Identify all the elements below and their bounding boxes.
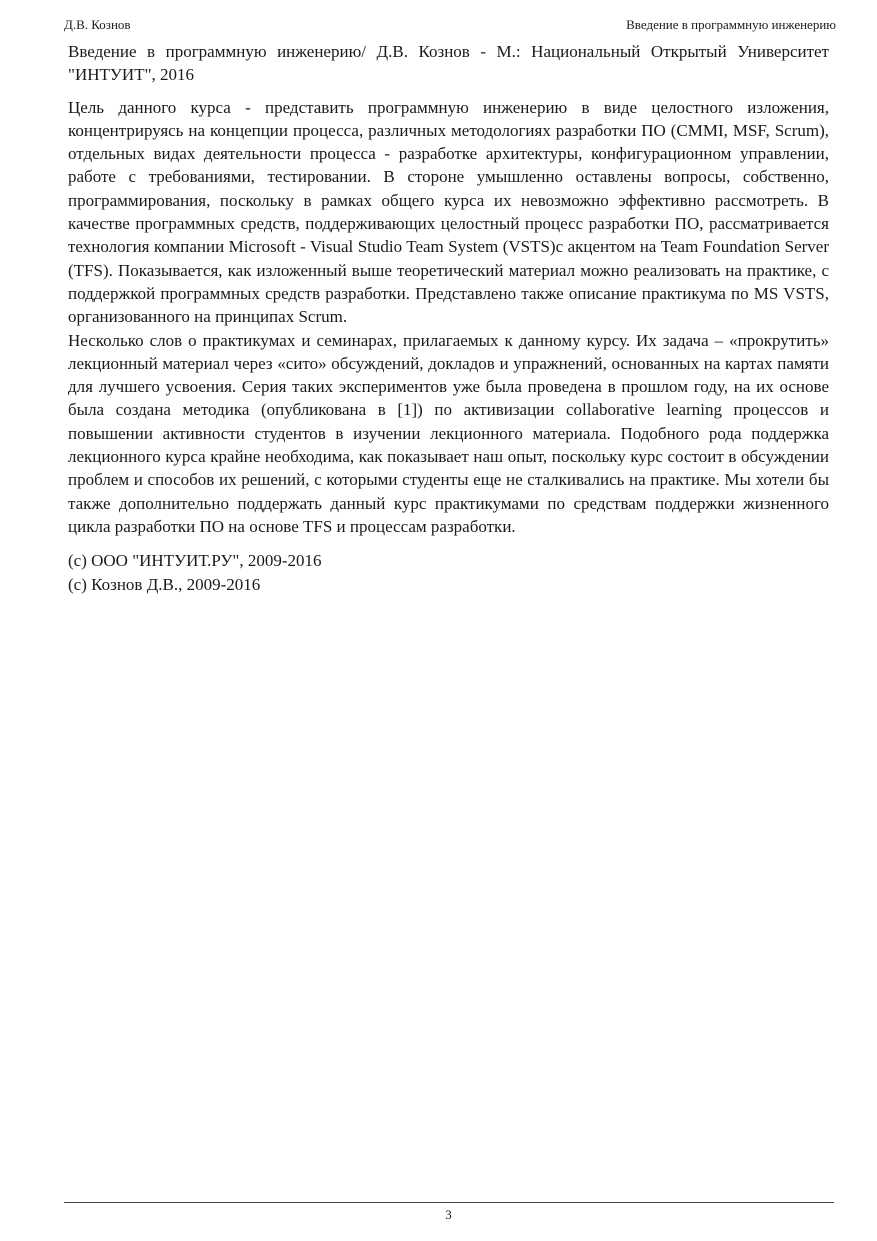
paragraph-seminars: Несколько слов о практикумах и семинарах, прилагаемых к данному курсу. Их задача – «прокрутить» лекционный материал через «сито» обсуждений, докладов и упражнений, основанных на картах памяти для лучшего усвоения. Серия таких экспериментов уже была проведена в прошлом году, на их основе была создана методика (опубликована в [1]) по активизации collaborative learning процессов и повышении активности студентов в изучении лекционного материала. Подобного рода поддержка лекционного курса крайне необходима, как показывает наш опыт, поскольку курс состоит в обсуждении проблем и способов их решений, с которыми студенты еще не сталкивались на практике. Мы хотели бы также дополнительно поддержать данный курс практикумами по средствам поддержки жизненного цикла разработки ПО на основе TFS и процессам разработки. — [68, 330, 829, 536]
footer-divider — [64, 1202, 834, 1203]
header-title: Введение в программную инженерию — [626, 17, 836, 32]
copyright-block — [68, 549, 829, 596]
copyright-line-intuit: (c) ООО "ИНТУИТ.РУ", 2009-2016 — [68, 551, 322, 571]
paragraph-course-goal: Цель данного курса - представить программную инженерию в виде целостного изложения, концентрируясь на концепции процесса, различных методологиях разработки ПО (CMMI, MSF, Scrum), отдельных видах деятельности процесса - разработке архитектуры, конфигурационном управлении, работе с требованиями, тестировании. В стороне умышленно оставлены вопросы, собственно, программирования, поскольку в рамках общего курса их невозможно эффективно рассмотреть. В качестве программных средств, поддерживающих целостный процесс разработки ПО, рассматривается технология компании Microsoft - Visual Studio Team System (VSTS)с акцентом на Team Foundation Server (TFS). Показывается, как изложенный выше теоретический материал можно реализовать на практике, с поддержкой программных средств разработки. Представлено также описание практикума по MS VSTS, организованного на принципах Scrum. — [68, 97, 829, 327]
citation: Введение в программную инженерию/ Д.В. Кознов - М.: Национальный Открытый Университет "ИНТУИТ", 2016 — [68, 42, 829, 85]
header-author: Д.В. Кознов — [64, 17, 131, 32]
page-content — [68, 40, 829, 596]
page-number: 3 — [445, 1207, 452, 1222]
copyright-line-author: (c) Кознов Д.В., 2009-2016 — [68, 574, 261, 594]
